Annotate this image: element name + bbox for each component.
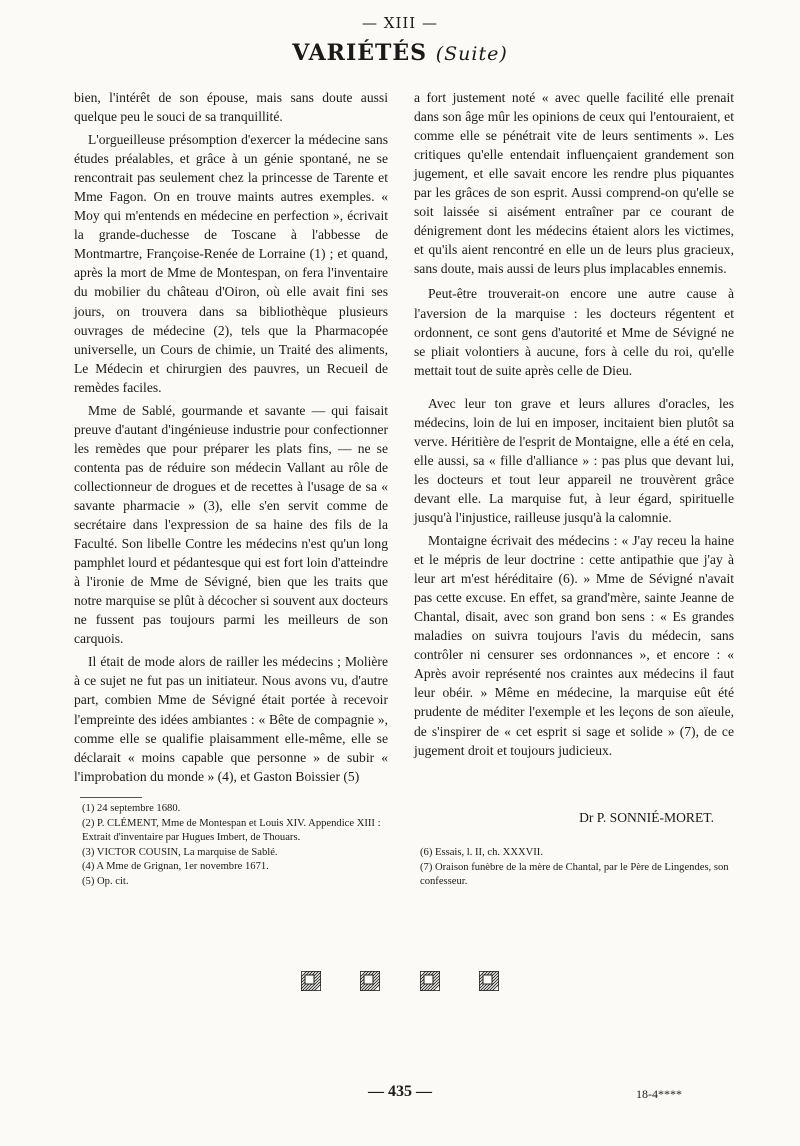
printer-signature-mark: 18-4**** [636, 1087, 682, 1101]
running-head-number: — XIII — [362, 14, 438, 32]
paragraph: bien, l'intérêt de son épouse, mais sans doute aussi quelque peu le souci de sa tranquillité. [74, 90, 388, 125]
ornament-icon [300, 970, 322, 992]
ornament-row [300, 970, 500, 994]
footnote: (7) Oraison funèbre de la mère de Chantal, par le Père de Lingendes, son confesseur. [420, 861, 729, 888]
section-title-suffix: (Suite) [435, 43, 508, 65]
ornament-icon [359, 970, 381, 992]
section-heading [0, 40, 800, 66]
paragraph: Avec leur ton grave et leurs allures d'oracles, les médecins, loin de lui en imposer, incitaient bien plutôt sa verve. Héritière de l'esprit de Montaigne, elle a été en cela, elle aussi, sa « fille d'alliance » : pas plus que devant lui, les docteurs et tout leur appareil ne trouvèrent grâce devant elle. La marquise fut, à leur égard, spirituelle jusqu'à l'injustice, railleuse jusqu'à la calomnie. [414, 395, 734, 525]
left-column [74, 88, 388, 786]
right-column [414, 88, 734, 760]
author-signature: Dr P. SONNIÉ-MORET. [579, 810, 714, 825]
footnote: (2) P. CLÉMENT, Mme de Montespan et Louis XIV. Appendice XIII : Extrait d'inventaire par Hugues Imbert, de Thouars. [82, 817, 381, 844]
ornament-icon [419, 970, 441, 992]
paragraph: L'orgueilleuse présomption d'exercer la médecine sans études préalables, et grâce à un génie spontané, ne se rencontrait pas seulement chez la princesse de Tarente et Mme Fagon. On en trouve maints autres exemples. « Moy qui m'entends en médecine en perfection », écrivait la grande-duchesse de Toscane à l'abbesse de Montmartre, Françoise-Renée de Lorraine (1) ; et quand, après la mort de Mme de Montespan, on fera l'inventaire du mobilier du château d'Oiron, où elle avait fini ses jours, on trouvera dans sa bibliothèque plusieurs ouvrages de médecine (2), tels que la Pharmacopée universelle, un Cours de chimie, un Traité des aliments, Le Médecin et chirurgien des pauvres, un Recueil de remèdes faciles. [74, 132, 388, 395]
paragraph: Peut-être trouverait-on encore une autre cause à l'aversion de la marquise : les docteurs régentent et ordonnent, ce sont gens d'autorité et Mme de Sévigné ne se pliait volontiers à aucune, fors à celle du roi, qu'elle mettait tout de suite après celle de Dieu. [414, 286, 734, 378]
paragraph: Mme de Sablé, gourmande et savante — qui faisait preuve d'autant d'ingénieuse industrie pour confectionner les remèdes que pour préparer les plats fins, — ne se contenta pas de réduire son médecin Vallant au rôle de collectionneur de drogues et de recettes à l'usage de sa « savante pharmacie » (3), elle s'en servit comme de secrétaire dans l'expression de sa haine des fils de la Faculté. Son libelle Contre les médecins n'est qu'un long pamphlet lourd et pédantesque qui est fort loin d'atteindre à l'ironie de Mme de Sévigné, bien que les traits que notre marquise se plût à décocher si souvent aux docteurs ne fussent pas toujours parmi les meilleurs de son carquois. [74, 402, 388, 647]
footnote: (3) VICTOR COUSIN, La marquise de Sablé. [82, 846, 278, 858]
paragraph: a fort justement noté « avec quelle facilité elle prenait dans son âge mûr les opinions de ceux qui l'entouraient, et comme elle se pénétrait vite de leurs sentiments ». Les critiques qu'elle entendait influençaient grandement son jugement, et elle savait encore les rendre plus piquantes par les grâces de son esprit. Aussi comprend-on qu'elle se soit laissée si aisément entraîner par ce courant de dénigrement dont les médecins étaient alors les victimes, et qu'ils aient rencontré en elle un de leurs plus gracieux, sans doute, mais aussi de leurs plus implacables ennemis. [414, 90, 734, 277]
footnote: (4) A Mme de Grignan, 1er novembre 1671. [82, 861, 269, 873]
paragraph: Il était de mode alors de railler les médecins ; Molière à ce sujet ne fut pas un initiateur. Nous avons vu, d'autre part, combien Mme de Sévigné était portée à recevoir l'empreinte des idées ambiantes : « Bête de compagnie », comme elle se qualifie plaisamment elle-même, elle se déclarait « moins capable que personne » de subir « l'improbation du monde » (4), et Gaston Boissier (5) [74, 654, 388, 784]
footnote: (5) Op. cit. [82, 875, 129, 887]
page-number: — 435 — [368, 1083, 432, 1100]
footnotes-right [418, 846, 738, 890]
footnotes-left [80, 797, 400, 890]
ornament-icon [478, 970, 500, 992]
footnote-rule [80, 797, 142, 798]
footnote: (1) 24 septembre 1680. [82, 803, 181, 814]
paragraph: Montaigne écrivait des médecins : « J'ay receu la haine et le mépris de leur doctrine : cette antipathie que j'ay à leur art m'est héréditaire (6). » Mme de Sévigné n'avait pas cette excuse. En effet, sa grand'mère, sainte Jeanne de Chantal, disait, avec son grand bon sens : « Es grandes maladies on suivra toujours l'avis du médecin, sans contrôler ni censurer ses ordonnances », et encore : « Après avoir représenté nos craintes aux médecins il faut leur obéir. » Même en médecine, la marquise eût été prudente de méditer l'exemple et les leçons de son aïeule, de s'inspirer de « cet esprit si sage et solide » (7), de ce jugement droit et toujours judicieux. [414, 533, 734, 758]
footnote: (6) Essais, l. II, ch. XXXVII. [420, 847, 543, 858]
section-title: VARIÉTÉS [292, 40, 428, 66]
